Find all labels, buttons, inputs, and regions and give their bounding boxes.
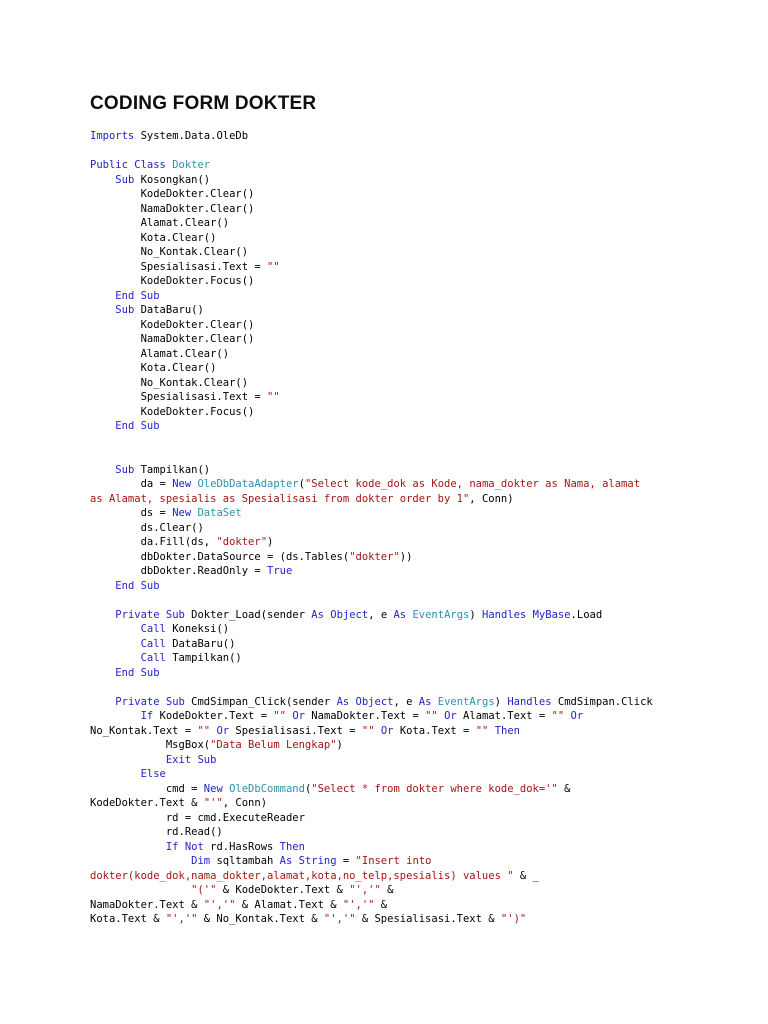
code-token: OleDbDataAdapter <box>197 478 299 490</box>
code-line <box>90 463 740 478</box>
code-token: No_Kontak.Text = <box>90 724 198 737</box>
code-line <box>90 695 740 710</box>
code-token: & <box>557 782 571 795</box>
code-token: New <box>172 507 192 519</box>
code-token: Private Sub <box>115 608 185 621</box>
code-token: Sub <box>115 173 135 186</box>
code-token: & Alamat.Text & <box>235 898 343 911</box>
code-line <box>90 419 740 434</box>
code-line <box>90 289 740 304</box>
code-token: ds.Clear() <box>90 521 204 534</box>
code-token: KodeDokter.Text & <box>90 797 204 809</box>
code-token: Handles MyBase <box>482 608 571 621</box>
code-token: )) <box>399 550 413 563</box>
code-token: cmd = <box>90 782 204 795</box>
code-line <box>90 651 740 666</box>
code-line <box>90 550 740 565</box>
code-token: rd = cmd.ExecuteReader <box>90 811 305 824</box>
code-token: "Select * from dokter where kode_dok='" <box>311 782 558 795</box>
code-token: Dokter_Load(sender <box>184 608 312 621</box>
code-token: "dokter" <box>349 550 400 563</box>
code-line <box>90 535 740 550</box>
code-token: "dokter" <box>216 536 268 548</box>
code-token: Sub <box>115 304 135 316</box>
code-line <box>90 477 740 492</box>
code-line <box>90 898 740 913</box>
code-line <box>90 912 740 927</box>
code-token: EventArgs <box>412 608 470 621</box>
code-token: , Conn) <box>469 492 514 505</box>
code-token: Kota.Text = <box>393 724 476 737</box>
code-token <box>90 768 141 780</box>
code-line <box>90 260 740 275</box>
code-token: Or <box>444 710 457 722</box>
code-token: dokter(kode_dok,nama_dokter,alamat,kota,no_telp,spesialis) values " <box>90 869 514 882</box>
code-token: Spesialisasi.Text = <box>229 724 362 737</box>
code-token <box>90 580 115 592</box>
code-token: & _ <box>513 869 539 882</box>
code-line <box>90 738 740 753</box>
code-token: da.Fill(ds, <box>90 536 217 548</box>
code-line <box>90 869 740 884</box>
code-token: "','" <box>203 898 236 911</box>
code-line <box>90 332 740 347</box>
code-line <box>90 492 740 507</box>
code-line <box>90 361 740 376</box>
code-token: DataBaru() <box>165 637 236 650</box>
code-token: End Sub <box>115 420 160 432</box>
code-token: "" <box>273 710 286 722</box>
code-line <box>90 637 740 652</box>
code-token: As <box>393 608 407 621</box>
code-token: Then <box>494 724 520 737</box>
code-token <box>90 884 191 896</box>
code-token <box>90 652 141 664</box>
code-token: New <box>203 782 223 795</box>
code-token: & No_Kontak.Text & <box>197 913 324 925</box>
code-token: KodeDokter.Clear() <box>90 318 255 331</box>
code-line <box>90 854 740 869</box>
code-token: Dokter <box>172 159 211 171</box>
code-token: Kota.Clear() <box>90 231 217 244</box>
code-token: rd.Read() <box>90 826 223 838</box>
code-token: , e <box>368 608 394 621</box>
code-token: NamaDokter.Clear() <box>90 333 255 345</box>
code-token: da = <box>90 478 173 490</box>
code-token: "','" <box>323 913 356 925</box>
code-token: "','" <box>165 913 198 925</box>
code-token: Or <box>216 724 230 737</box>
code-token: As <box>418 695 432 708</box>
code-token: CmdSimpan.Click <box>551 695 653 708</box>
code-token: sqltambah <box>210 855 280 867</box>
code-token: Call <box>140 637 166 650</box>
code-token: KodeDokter.Text = <box>153 710 274 722</box>
code-token: End Sub <box>115 579 160 592</box>
code-token: "" <box>267 260 280 273</box>
code-token: "" <box>475 724 489 737</box>
code-token: NamaDokter.Text & <box>90 898 204 911</box>
code-token: Public Class <box>90 159 166 171</box>
code-line <box>90 521 740 536</box>
code-token: If <box>140 710 154 722</box>
code-token: True <box>267 565 293 577</box>
code-token: No_Kontak.Clear() <box>90 246 249 258</box>
code-token: "" <box>197 724 211 737</box>
code-token: If Not <box>165 840 204 853</box>
code-line <box>90 825 740 840</box>
code-token: "')" <box>500 913 527 925</box>
code-token: "Select kode_dok as Kode, nama_dokter as Nama, alamat <box>304 478 641 490</box>
code-blank-line <box>90 144 740 159</box>
code-token <box>90 420 115 432</box>
code-token: Dim <box>191 855 211 867</box>
code-token <box>90 464 115 476</box>
code-blank-line <box>90 434 740 449</box>
code-line <box>90 796 740 811</box>
code-token: "" <box>551 710 565 722</box>
code-token: & KodeDokter.Text & <box>216 884 350 896</box>
code-token: Spesialisasi.Text = <box>90 260 268 273</box>
code-line <box>90 303 740 318</box>
code-token: Koneksi() <box>165 623 230 635</box>
code-line <box>90 216 740 231</box>
code-token: Call <box>140 623 166 635</box>
code-line <box>90 622 740 637</box>
code-token: Tampilkan() <box>134 463 211 476</box>
code-line <box>90 187 740 202</box>
code-token <box>90 667 115 679</box>
code-token: Sub <box>115 463 135 476</box>
code-token: ) <box>494 695 508 708</box>
code-line <box>90 347 740 362</box>
code-token: ds = <box>90 507 173 519</box>
code-token: = <box>336 855 356 867</box>
code-token: Kota.Text & <box>90 913 166 925</box>
code-token: ( <box>298 478 305 490</box>
code-token: "" <box>267 391 280 403</box>
code-token: "" <box>425 710 438 722</box>
code-line <box>90 318 740 333</box>
code-token: Or <box>292 710 305 722</box>
code-token: Kota.Clear() <box>90 362 217 374</box>
code-line <box>90 564 740 579</box>
code-token: ( <box>304 782 312 795</box>
code-block <box>90 129 740 927</box>
code-token: "','" <box>342 898 375 911</box>
code-token: DataBaru() <box>134 304 204 316</box>
code-token: Handles <box>507 695 552 708</box>
code-line <box>90 173 740 188</box>
code-line <box>90 767 740 782</box>
code-token: Spesialisasi.Text = <box>90 391 268 403</box>
code-token <box>90 174 115 186</box>
code-line <box>90 840 740 855</box>
code-line <box>90 129 740 144</box>
code-token: KodeDokter.Focus() <box>90 275 255 287</box>
code-token: No_Kontak.Clear() <box>90 376 249 389</box>
code-token: CmdSimpan_Click(sender <box>184 695 337 708</box>
code-token: Else <box>140 768 166 780</box>
code-token: As String <box>279 855 337 867</box>
code-token: End Sub <box>115 289 160 302</box>
code-token <box>90 623 141 635</box>
code-token: rd.HasRows <box>203 840 280 853</box>
code-line <box>90 506 740 521</box>
code-token <box>90 638 141 650</box>
code-token: DataSet <box>197 507 242 519</box>
code-token <box>90 710 141 722</box>
code-line <box>90 158 740 173</box>
code-token: "'" <box>203 797 223 809</box>
code-token: ) <box>469 608 483 621</box>
code-token: "" <box>361 724 375 737</box>
code-token: NamaDokter.Clear() <box>90 202 255 215</box>
code-token: ) <box>336 739 343 751</box>
code-token: KodeDokter.Focus() <box>90 405 255 418</box>
code-line <box>90 579 740 594</box>
code-token: "','" <box>349 884 381 896</box>
code-token: New <box>172 478 192 490</box>
code-token: dbDokter.DataSource = (ds.Tables( <box>90 550 350 563</box>
code-token: KodeDokter.Clear() <box>90 188 255 200</box>
code-line <box>90 608 740 623</box>
code-line <box>90 231 740 246</box>
code-token: Or <box>380 724 394 737</box>
code-token: Tampilkan() <box>165 652 242 664</box>
code-line <box>90 753 740 768</box>
code-token: "('" <box>191 884 217 896</box>
document-title: CODING FORM DOKTER <box>90 93 317 114</box>
code-token <box>90 304 115 316</box>
code-token <box>90 855 191 867</box>
code-token: "Data Belum Lengkap" <box>210 739 337 751</box>
code-token: "Insert into <box>355 855 432 867</box>
code-blank-line <box>90 680 740 695</box>
code-token: & <box>374 898 388 911</box>
code-line <box>90 202 740 217</box>
code-token <box>90 754 166 766</box>
code-token: Alamat.Clear() <box>90 217 230 229</box>
code-token: ) <box>267 536 274 548</box>
code-line <box>90 274 740 289</box>
code-token: NamaDokter.Text = <box>304 710 426 722</box>
code-token: & <box>380 884 394 896</box>
code-line <box>90 782 740 797</box>
code-token: As Object <box>311 608 369 621</box>
code-token: as Alamat, spesialis as Spesialisasi from dokter order by 1" <box>90 492 470 505</box>
code-token <box>90 290 115 302</box>
code-token: Alamat.Text = <box>456 710 552 722</box>
code-token: Private Sub <box>115 695 185 708</box>
code-token: Exit Sub <box>165 753 217 766</box>
code-line <box>90 405 740 420</box>
code-line <box>90 390 740 405</box>
code-line <box>90 883 740 898</box>
code-token: As Object <box>336 695 394 708</box>
code-token: & Spesialisasi.Text & <box>355 913 501 925</box>
code-line <box>90 709 740 724</box>
code-token: dbDokter.ReadOnly = <box>90 565 268 577</box>
code-line <box>90 666 740 681</box>
code-token: System.Data.OleDb <box>134 130 249 142</box>
code-token: MsgBox( <box>90 739 211 751</box>
code-token: End Sub <box>115 666 160 679</box>
code-line <box>90 724 740 739</box>
code-token: Or <box>570 710 584 722</box>
code-line <box>90 376 740 391</box>
code-line <box>90 811 740 826</box>
code-token: Alamat.Clear() <box>90 347 230 360</box>
code-token: Kosongkan() <box>134 173 211 186</box>
code-blank-line <box>90 593 740 608</box>
code-token: , e <box>393 695 419 708</box>
code-token: OleDbCommand <box>229 782 305 795</box>
code-token: EventArgs <box>437 695 495 708</box>
code-token <box>90 841 166 853</box>
code-token: Imports <box>90 130 135 142</box>
code-token: Call <box>140 652 166 664</box>
code-line <box>90 245 740 260</box>
code-token: , Conn) <box>222 797 268 809</box>
code-token: .Load <box>570 608 603 621</box>
code-token <box>90 609 115 621</box>
code-token: Then <box>279 840 305 853</box>
code-blank-line <box>90 448 740 463</box>
code-token <box>90 696 115 708</box>
